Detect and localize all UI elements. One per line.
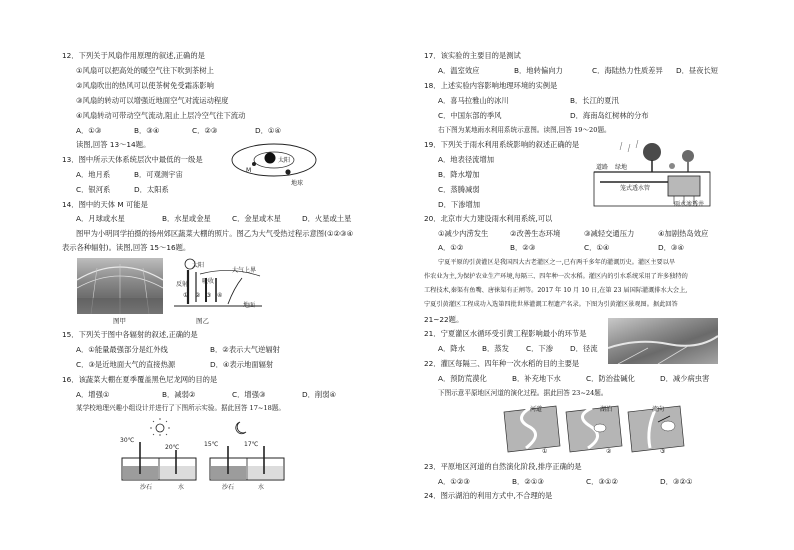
q14-stem: 14．图中的天体 M 可能是 [62,200,148,209]
temp-20: 20℃ [165,444,180,451]
q15-stem: 15．下列关于图中各辐射的叙述,正确的是 [62,330,198,339]
label-absorb: 吸收 [202,278,215,285]
label-sand-right: 沙石 [222,484,235,491]
q12-option-a: A．①③ [76,126,102,135]
q19-option-d: D．下渗增加 [438,200,481,209]
q21-option-a: A．降水 [438,344,465,353]
q16-option-c: C．增强③ [232,390,266,399]
label-stage-2: ② [606,448,612,455]
q23-option-d: D．③②① [660,477,693,486]
label-radiation-1: ① [183,292,189,299]
q17-stem: 17．该实验的主要目的是测试 [424,51,521,60]
q18-option-a: A．喜马拉雅山的冰川 [438,96,509,105]
q20-option-a: A．①② [438,243,464,252]
q23-option-a: A．①②③ [438,477,470,486]
q19-option-c: C．蒸腾减弱 [438,185,480,194]
q13-option-a: A．地月系 [76,170,111,179]
label-river: 河道 [530,406,543,413]
q14-option-d: D．火星或土星 [302,214,352,223]
sun-marker [265,153,276,164]
label-stage-1: ① [542,448,548,455]
q17-option-a: A．温室效应 [438,66,480,75]
q16-option-b: B．减弱② [162,390,196,399]
intro-19-20: 右下图为某地雨水利用系统示意图。读图,回答 19～20题。 [438,126,611,134]
label-earth: 地球 [291,180,304,187]
label-seepage-well: 雨水渗透井 [674,201,705,208]
q15-option-a: A．①能量最强部分是红外线 [76,345,168,354]
intro-21-line4: 宁夏引黄灌区工程成功入选第四批世界灌溉工程遗产名录。下图为引黄灌区景观图。据此回答 [424,301,678,308]
q12-statement-3: ③风扇的转动可以增强近地面空气对流运动程度 [76,96,229,105]
q12-statement-1: ①风扇可以把高处的暖空气往下吹到茶树上 [76,66,214,75]
q17-option-d: D．昼夜长短 [676,66,719,75]
intro-23-24: 下图示意平原地区河道的演化过程。据此回答 23~24题。 [438,389,608,397]
q13-stem: 13．图中所示天体系统层次中最低的一级是 [62,155,203,164]
experiment-diagram [118,418,288,486]
caption-figure-yi: 图乙 [196,317,209,325]
q12-option-d: D．①④ [255,126,281,135]
intro-21-line2: 作农业为主,为保护农业生产环境,每隔三、四年种一次水稻。灌区内的引水系统采用了许多独特的 [424,273,688,280]
q15-option-c: C．③是近地面大气的直接热源 [76,360,176,369]
q21-stem: 21．宁夏灌区水循环受引黄工程影响最小的环节是 [424,329,587,338]
temp-15: 15℃ [204,441,219,448]
q15-option-d: D．④表示地面辐射 [210,360,274,369]
q20-option-b: B．②③ [510,243,536,252]
label-radiation-4: ④ [217,292,223,299]
q23-option-c: C．③①② [586,477,619,486]
label-sand-left: 沙石 [140,484,153,491]
greenhouse-photo [77,258,163,314]
label-ground: 地面 [243,302,256,309]
q18-option-b: B．长江的夏汛 [570,96,619,105]
q15-option-b: B．②表示大气逆辐射 [210,345,280,354]
q16-stem: 16．该蔬菜大棚在夏季覆盖黑色尼龙网的目的是 [62,375,218,384]
caption-figure-jia: 图甲 [113,317,126,325]
q18-option-c: C．中国东部的季风 [438,111,502,120]
label-sun: 太阳 [278,157,291,164]
q13-option-b: B．可观测宇宙 [134,170,183,179]
q20-stem: 20．北京市大力建设雨水利用系统,可以 [424,214,553,223]
q22-option-b: B．补充地下水 [512,374,561,383]
q14-option-b: B．水星或金星 [162,214,211,223]
q18-stem: 18．上述实验内容影响地理环境的实例是 [424,81,558,90]
label-lake: 湖泊 [600,406,613,413]
intro-21-line3: 工程技术,秦渠有鱼嘴、唐徕渠有正闸等。2017 年 10 月 10 日,在第 23 届国际灌溉排水大会上, [424,287,688,294]
label-stage-3: ③ [660,448,666,455]
q20-statement-1: ①减少内涝发生 [438,229,489,238]
q23-option-b: B．②①③ [512,477,544,486]
label-water-left: 水 [178,484,185,491]
q22-stem: 22．灌区每隔三、四年种一次水稻的目的主要是 [424,359,580,368]
q24-stem: 24．图示湖泊的利用方式中,不合理的是 [424,491,553,500]
label-sun-2: 太阳 [192,262,205,269]
q21-option-b: B．蒸发 [482,344,509,353]
label-radiation-2: ② [195,292,201,299]
label-radiation-3: ③ [206,292,212,299]
q19-stem: 19．下列关于雨水利用系统影响的叙述正确的是 [424,140,580,149]
q22-option-a: A．预防荒漠化 [438,374,487,383]
q18-option-d: D．海南岛红树林的分布 [570,111,649,120]
q17-option-b: B．地转偏向力 [514,66,563,75]
temp-30: 30℃ [120,437,135,444]
intro-21-line1: 宁夏平原的引黄灌区是我国四大古老灌区之一,已有两千多年的灌溉历史。灌区主要以旱 [438,259,676,266]
q13-option-c: C．银河系 [76,185,111,194]
q20-statement-3: ③减轻交通压力 [584,229,635,238]
q13-option-d: D．太阳系 [134,185,169,194]
q16-option-a: A．增强① [76,390,110,399]
label-reflect: 反射 [176,281,189,288]
q22-option-c: C．防治盐碱化 [586,374,635,383]
intro-15-line1: 图甲为小明同学拍摄的扬州郊区蔬菜大棚的照片。图乙为大气受热过程示意图(①②③④ [76,229,354,238]
label-water-right: 水 [258,484,265,491]
q12-stem: 12．下列关于风扇作用原理的叙述,正确的是 [62,51,205,60]
q12-statement-2: ②风扇吹出的热风可以使茶树免受霜冻影响 [76,81,214,90]
q19-option-b: B．降水增加 [438,170,480,179]
q21-option-d: D．径流 [570,344,598,353]
q20-option-d: D．③④ [658,243,684,252]
q20-statement-2: ②改善生态环境 [510,229,561,238]
label-road: 道路 [596,164,609,171]
q12-option-b: B．③④ [134,126,160,135]
q20-option-c: C．①④ [584,243,610,252]
label-flow-direction: 流向 [652,406,665,413]
earth-marker [285,169,290,174]
q23-stem: 23．平原地区河道的自然演化阶段,排序正确的是 [424,462,582,471]
solar-orbit-diagram [228,138,324,190]
q16-option-d: D．削弱④ [302,390,337,399]
q21-option-c: C．下渗 [526,344,553,353]
q22-option-d: D．减少病虫害 [660,374,710,383]
rainwater-system-diagram [592,138,712,208]
label-green: 绿地 [615,164,628,171]
label-atmosphere-top: 大气上界 [232,267,257,274]
q20-statement-4: ④加剧热岛效应 [658,229,709,238]
label-m: M [246,167,252,174]
intro-17-18: 某学校地理兴趣小组设计并进行了下图所示实验。据此回答 17~18题。 [76,404,286,412]
planet-m-marker [252,162,256,166]
q12-statement-4: ④风扇转动可带动空气流动,阻止上层冷空气往下流动 [76,111,246,120]
q19-option-a: A．地表径流增加 [438,155,495,164]
q12-option-c: C．②③ [192,126,218,135]
q14-option-c: C．金星或木星 [232,214,281,223]
temp-17: 17℃ [244,441,259,448]
intro-13-14: 读图,回答 13～14题。 [76,140,151,149]
q17-option-c: C．海陆热力性质差异 [592,66,663,75]
intro-15-line2: 表示各种辐射)。读图,回答 15～16题。 [62,243,191,252]
q14-option-a: A．月球或水星 [76,214,125,223]
intro-21-line5: 21~22题。 [424,315,464,324]
irrigation-landscape-photo [608,318,718,364]
label-pipe: 笼式透水管 [620,185,651,192]
